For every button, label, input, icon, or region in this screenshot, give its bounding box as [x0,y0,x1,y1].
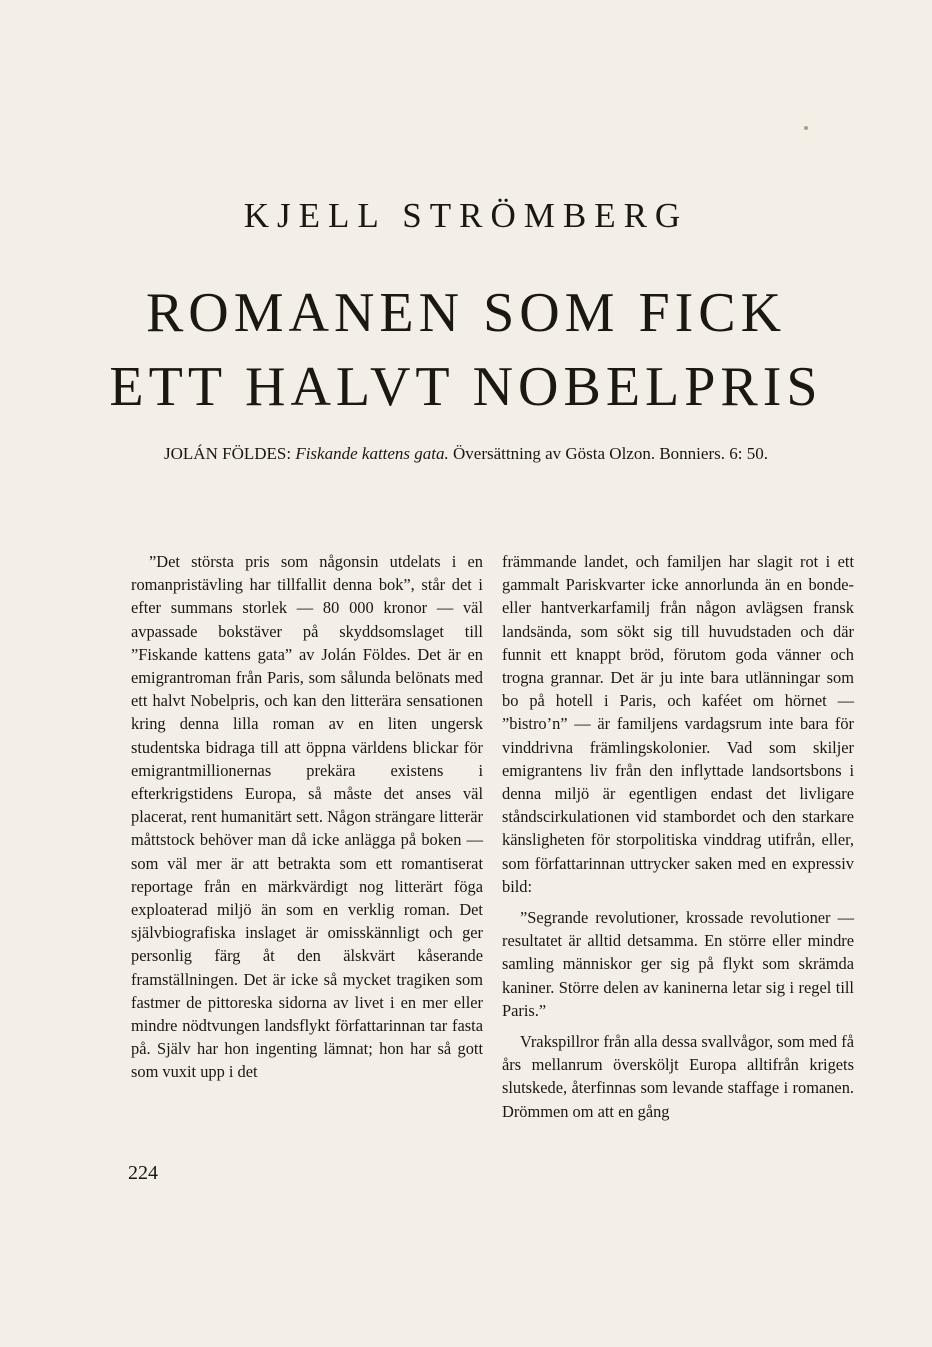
right-column [502,550,854,1123]
citation-author: JOLÁN FÖLDES: [164,444,292,463]
title-line-1: ROMANEN SOM FICK [145,282,787,344]
book-citation [130,442,802,466]
article-title [0,276,932,424]
paper-speck [804,126,808,130]
left-column-paragraph: ”Det största pris som någonsin utdelats i en romanpristävling har tillfallit denna bok”, står det i efter summans storlek — 80 000 kronor — väl avpassade bokstäver på skyddsomslaget till ”Fiskande kattens gata” av Jolán Földes. Det är en emigrantroman från Paris, som sålunda belönats med ett halvt Nobelpris, och kan den litterära sensationen kring denna lilla roman av en liten ungersk studentska bidraga till att öppna världens blickar för emigrantmillionernas prekära existens i efterkrigstidens Europa, så måste det anses väl placerat, rent humanitärt sett. Någon strängare litterär måttstock behöver man då icke anlägga på boken — som väl mer är att betrakta som ett romantiserat reportage från en märkvärdigt nog litterärt föga exploaterad miljö än som en verklig roman. Det självbiografiska inslaget är omisskännligt och ger personlig färg åt den älskvärt kåserande framställningen. Det är icke så mycket tragiken som fastmer de pittoreska sidorna av livet i en mer eller mindre nödtvungen landsflykt författarinnan tar fasta på. Själv har hon ingenting lämnat; hon har så gott som vuxit upp i det [131,552,483,1082]
citation-details: Översättning av Gösta Olzon. Bonniers. 6: 50. [453,444,768,463]
citation-work-title: Fiskande kattens gata. [295,444,449,463]
right-column-paragraph-1: främmande landet, och familjen har slagit rot i ett gammalt Pariskvarter icke annorlunda än en bonde- eller hantverkarfamilj från någon avlägsen fransk landsända, som sökt sig till huvudstaden och där funnit ett knappt bröd, förutom goda vänner och trogna grannar. Det är ju inte bara utlänningar som bo på hotell i Paris, och kaféet om hörnet — ”bistro’n” — är familjens vardagsrum inte bara för vinddrivna främlingskolonier. Vad som skiljer emigrantens liv från den inflyttade landsortsbons i denna miljö är egentligen endast det livligare ståndscirkulationen vid stambordet och den starkare känsligheten för storpolitiska vinddrag utifrån, eller, som författarinnan uttrycker saken med en expressiv bild: [502,552,854,896]
right-column-paragraph-2: Vrakspillror från alla dessa svallvågor, som med få års mellanrum översköljt Europa alltifrån krigets slutskede, återfinnas som levande staffage i romanen. Drömmen om att en gång [502,1032,854,1121]
title-line-2: ETT HALVT NOBELPRIS [109,356,823,418]
article-author: KJELL STRÖMBERG [243,196,689,235]
right-column-quote: ”Segrande revolutioner, krossade revolutioner — resultatet är alltid detsamma. En större eller mindre samling människor ger sig på flykt som skrämda kaniner. Större delen av kaninerna letar sig i regel till Paris.” [502,908,854,1020]
left-column [131,550,483,1084]
page-number: 224 [128,1162,158,1184]
